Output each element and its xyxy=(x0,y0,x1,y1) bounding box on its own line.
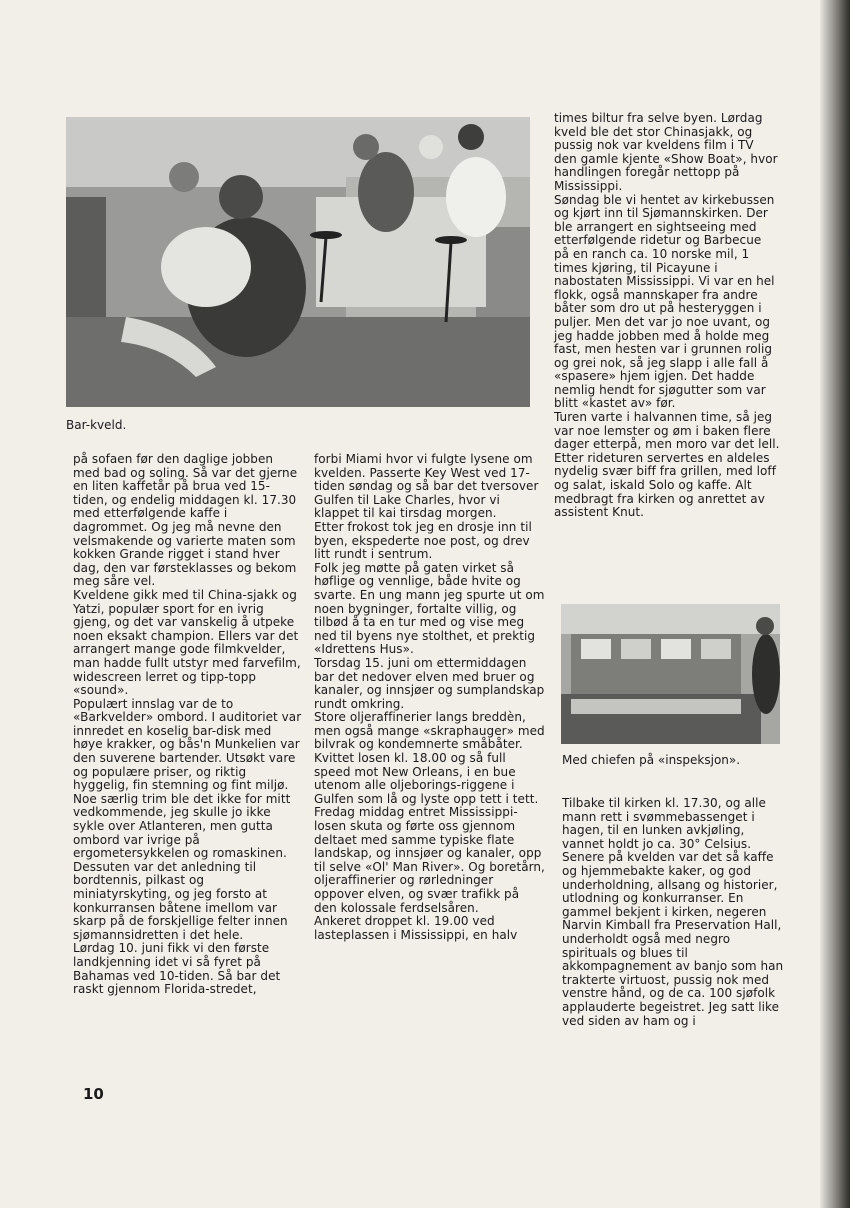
paragraph: Kveldene gikk med til China-sjakk og Yatzi, populær sport for en ivrig gjeng, og det var vanskelig å utpeke noen eksakt champion. Ellers var det arrangert mange gode filmkvelder, man hadde fullt utstyr med farvefilm, widescreen lerret og tipp-topp «sound». xyxy=(73,587,301,698)
paragraph: Lørdag 10. juni fikk vi den første landkjenning idet vi så fyret på Bahamas ved 10-tiden. Så bar det raskt gjennom Florida-stredet, xyxy=(73,941,281,997)
paragraph: Turen varte i halvannen time, så jeg var noe lemster og øm i baken flere dager etterpå, men moro var det lell. Etter rideturen servertes en aldeles nydelig svær biff fra grillen, med loff og salat, iskald Solo og kaffe. Alt medbragt fra kirken og anrettet av assistent Knut. xyxy=(554,410,780,520)
bar-evening-photo xyxy=(66,117,530,407)
text-column-2 xyxy=(314,453,545,942)
paragraph: Torsdag 15. juni om ettermiddagen bar det nedover elven med bruer og kanaler, og innsjøer og sumplandskap rundt omkring. xyxy=(314,655,545,711)
chief-photo-caption: Med chiefen på «inspeksjon». xyxy=(562,753,741,767)
text-column-3-bottom xyxy=(562,797,784,1028)
bar-photo-caption: Bar-kveld. xyxy=(66,418,127,432)
paragraph: Populært innslag var de to «Barkvelder» ombord. I auditoriet var innredet en koselig bar-disk med høye krakker, og bås'n Munkelien var den suverene bartender. Utsøkt vare og populære priser, og riktig hyggelig, fin stemning og fint miljø. xyxy=(73,696,302,793)
chief-inspection-photo xyxy=(561,604,780,744)
paragraph: Tilbake til kirken kl. 17.30, og alle mann rett i svømmebassenget i hagen, til en lunken avkjøling, vannet holdt jo ca. 30° Celsius. Senere på kvelden var det så kaffe og hjemmebakte kaker, og god underholdning, allsang og historier, utlodning og konkurranser. En gammel bekjent i kirken, negeren Narvin Kimball fra Preservation Hall, underholdt også med negro spirituals og blues til akkompagnement av banjo som han trakterte virtuost, pussig nok med venstre hånd, og de ca. 100 sjøfolk applauderte begeistret. Jeg satt like ved siden av ham og i xyxy=(562,796,784,1028)
page-number: 10 xyxy=(83,1085,104,1103)
paragraph: Søndag ble vi hentet av kirkebussen og kjørt inn til Sjømannskirken. Der ble arrangert en sightseeing med etterfølgende ridetur og Barbecue på en ranch ca. 10 norske mil, 1 times kjøring, til Picayune i nabostaten Mississippi. Vi var en hel flokk, også mannskaper fra andre båter som dro ut på hesteryggen i puljer. Men det var jo noe uvant, og jeg hadde jobben med å holde meg fast, men hesten var i grunnen rolig og grei nok, så jeg slapp i alle fall å «spasere» hjem igjen. Det hadde nemlig hendt for sjøgutter som var blitt «kastet av» før. xyxy=(554,192,775,411)
paragraph: Ankeret droppet kl. 19.00 ved lasteplassen i Mississippi, en halv xyxy=(314,914,518,942)
paragraph: Kvittet losen kl. 18.00 og så full speed mot New Orleans, i en bue utenom alle oljeborings-riggene i Gulfen som lå og lyste opp tett i tett. xyxy=(314,751,539,806)
paragraph: Noe særlig trim ble det ikke for mitt vedkommende, jeg skulle jo ikke sykle over Atlanteren, men gutta ombord var ivrige på ergometersykkelen og romaskinen. xyxy=(73,791,291,861)
paragraph: på sofaen før den daglige jobben med bad og soling. Så var det gjerne en liten kaffetår på brua ved 15-tiden, og endelig middagen kl. 17.30 med etterfølgende kaffe i dagrommet. Og jeg må nevne den velsmakende og varierte maten som kokken Grande rigget i stand hver dag, den var førsteklasses og bekom meg såre vel. xyxy=(73,452,298,589)
page-edge-shadow xyxy=(820,0,850,1208)
paragraph: Fredag middag entret Mississippi-losen skuta og førte oss gjennom deltaet med samme typiske flate landskap, og innsjøer og kanaler, opp til selve «Ol' Man River». Og boretårn, oljeraffinerier og rørledninger oppover elven, og svær trafikk på den kolossale ferdselsåren. xyxy=(314,805,545,915)
text-column-1 xyxy=(73,453,302,997)
paragraph: Store oljeraffinerier langs breddèn, men også mange «skraphauger» med bilvrak og kondemnerte småbåter. xyxy=(314,710,545,752)
paragraph: forbi Miami hvor vi fulgte lysene om kvelden. Passerte Key West ved 17-tiden søndag og så bar det tversover Gulfen til Lake Charles, hvor vi klappet til kai tirsdag morgen. xyxy=(314,452,539,521)
paragraph: Etter frokost tok jeg en drosje inn til byen, ekspederte noe post, og drev litt rundt i sentrum. xyxy=(314,519,532,562)
text-column-3-top xyxy=(554,112,780,520)
paragraph: Folk jeg møtte på gaten virket så høflige og vennlige, både hvite og svarte. En ung mann jeg spurte ut om noen bygninger, fortalte villig, og tilbød å ta en tur med og vise meg ned til byens nye stolthet, et prektig «Idrettens Hus». xyxy=(314,560,545,657)
paragraph: Dessuten var det anledning til bordtennis, pilkast og miniatyrskyting, og jeg forsto at konkurransen båtene imellom var skarp på de forskjellige felter innen sjømannsidretten i det hele. xyxy=(73,859,288,942)
paragraph: times biltur fra selve byen. Lørdag kveld ble det stor Chinasjakk, og pussig nok var kveldens film i TV den gamle kjente «Show Boat», hvor handlingen foregår nettopp på Mississippi. xyxy=(554,111,778,193)
